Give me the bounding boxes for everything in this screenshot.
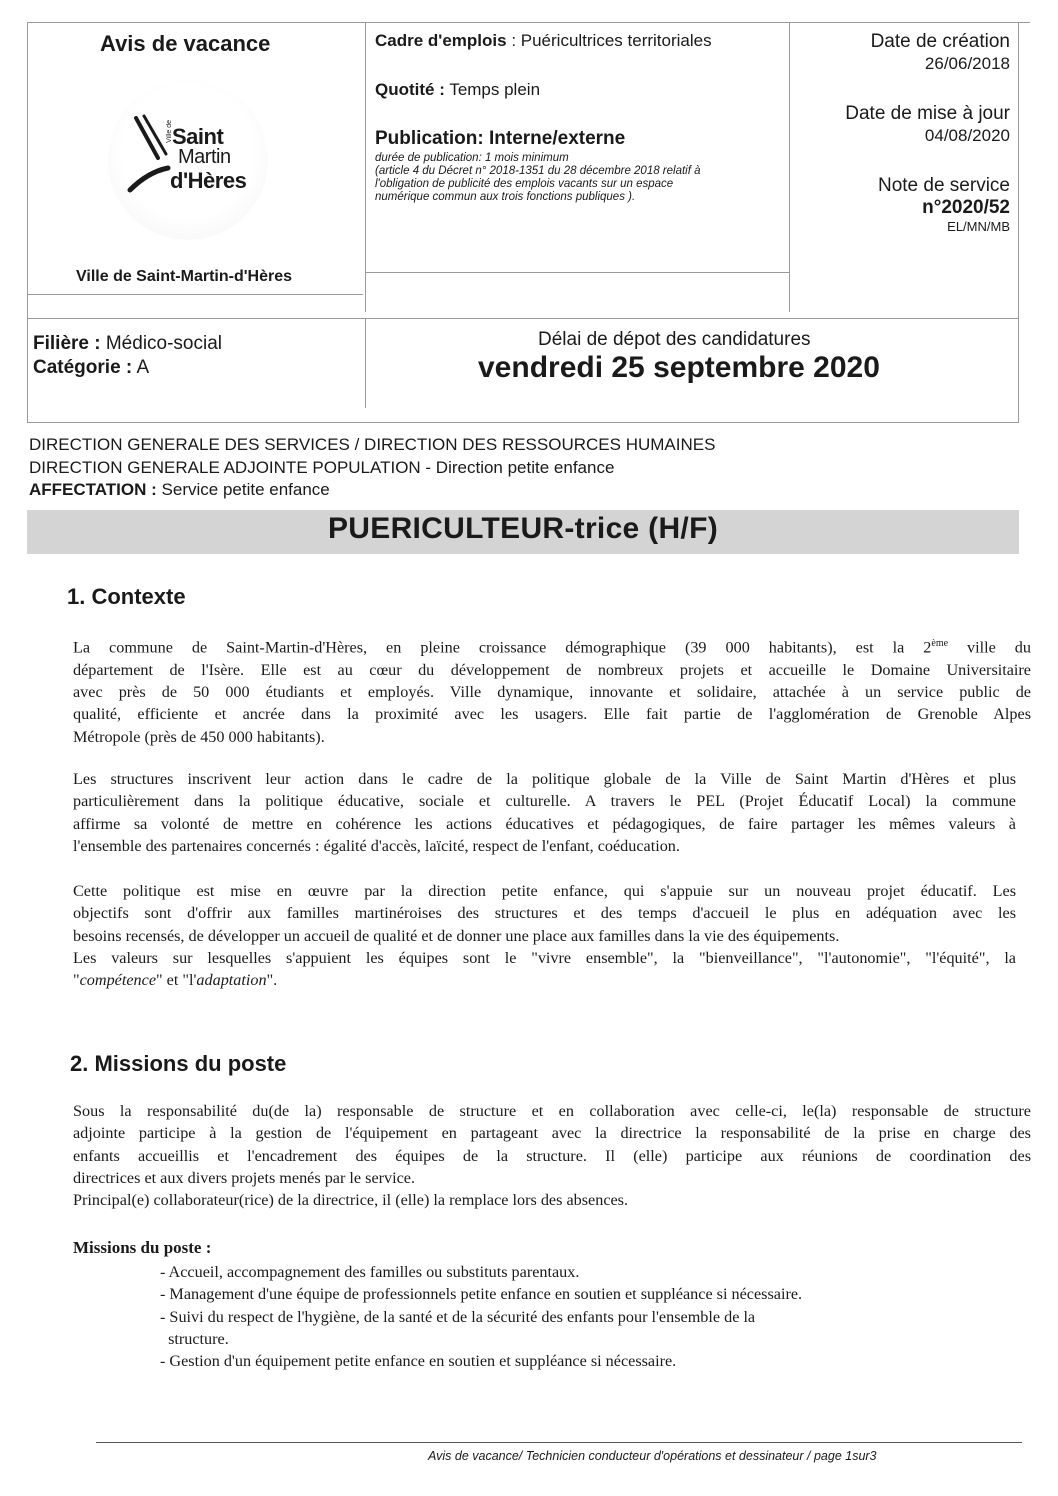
paragraph-line: directrices et aux divers projets menés par le service. <box>73 1168 416 1187</box>
emphasis-text: compétence <box>79 971 157 990</box>
paragraph-line: enfants accueillis et l'encadrement des équipes de la structure. Il (elle) participe aux réunions de coordination des <box>73 1146 1031 1165</box>
paragraph-line: département de l'Isère. Elle est au cœur du développement de nombreux projets et accueille le Domaine Universitaire <box>73 660 1031 679</box>
paragraph-line: Principal(e) collaborateur(rice) de la directrice, il (elle) la remplace lors des absences. <box>73 1191 629 1210</box>
publication-note-line: numérique commun aux trois fonctions publiques ). <box>375 191 636 203</box>
note-label: Note de service <box>877 175 1010 196</box>
filiere-value: Médico-social <box>105 333 223 354</box>
cadre-value: : Puéricultrices territoriales <box>511 31 712 50</box>
paragraph-line: particulièrement dans la politique éducative, sociale et culturelle. A travers le PEL (Projet Éducatif Local) la commune <box>73 792 1016 811</box>
categorie-value: A <box>136 357 150 378</box>
note-ref: EL/MN/MB <box>947 219 1010 234</box>
filiere-label: Filière : <box>33 333 101 354</box>
contexte-heading: 1. Contexte <box>67 584 186 609</box>
logo-saint: Saint <box>172 124 224 149</box>
missions-list <box>160 1261 980 1372</box>
paragraph-text: " <box>73 971 80 990</box>
paragraph-line: objectifs sont d'offrir aux familles martinéroises des structures et des temps d'accueil le plus en adéquation avec les <box>73 904 1016 923</box>
paragraph-line: Les structures inscrivent leur action dans le cadre de la politique globale de la Ville de Saint Martin d'Hères et plus <box>73 770 1016 788</box>
paragraph-line: Métropole (près de 450 000 habitants). <box>73 727 325 746</box>
filiere <box>33 332 222 380</box>
missions-heading: 2. Missions du poste <box>70 1051 287 1076</box>
header-bottom-border <box>27 422 1019 423</box>
paragraph-line <box>73 969 1016 991</box>
filiere-line <box>33 332 222 356</box>
paragraph-text: La commune de Saint-Martin-d'Hères, en pleine croissance démographique (39 000 habitants), est la 2 <box>73 638 932 657</box>
paragraph-line <box>73 633 1031 659</box>
publication-note-line: durée de publication: 1 mois minimum <box>375 152 569 164</box>
logo-box-bottom <box>27 294 363 295</box>
list-item: structure. <box>160 1329 229 1348</box>
quotite-value: Temps plein <box>449 80 541 99</box>
quotite-label: Quotité : <box>375 80 445 99</box>
list-item: - Accueil, accompagnement des familles ou substituts parentaux. <box>160 1263 580 1281</box>
affectation-label: AFFECTATION : <box>29 480 157 499</box>
paragraph-text: " et "l' <box>156 971 197 990</box>
header-row-divider <box>27 318 1019 319</box>
header-left-border <box>27 22 28 422</box>
note-value: n°2020/52 <box>922 197 1010 218</box>
publication-note-line: (article 4 du Décret n° 2018-1351 du 28 décembre 2018 relatif à <box>375 165 701 177</box>
footer-text: Avis de vacance/ Technicien conducteur d'opérations et dessinateur / page 1sur3 <box>428 1449 877 1463</box>
delai-date: vendredi 25 septembre 2020 <box>478 351 880 384</box>
header-col-divider-2 <box>789 22 790 312</box>
ville-name: Ville de Saint-Martin-d'Hères <box>76 268 293 285</box>
categorie-label: Catégorie : <box>33 357 133 378</box>
missions-paragraph <box>73 1100 1031 1211</box>
logo-small-text: Ville de <box>166 120 173 143</box>
paragraph-line: qualité, efficiente et ancrée dans la proximité avec les usagers. Elle fait partie de l'agglomération de Grenoble Alpes <box>73 705 1031 724</box>
date-creation-label: Date de création <box>870 31 1010 52</box>
paragraph-line: Sous la responsabilité du(de la) responsable de structure et en collaboration avec celle-ci, le(la) responsable de structure <box>73 1102 1031 1120</box>
delai-label: Délai de dépot des candidatures <box>538 329 811 350</box>
date-creation-value: 26/06/2018 <box>924 54 1010 73</box>
affectation-line <box>29 479 715 502</box>
paragraph-line: avec près de 50 000 étudiants et employés. Ville dynamique, innovante et solidaire, attachée à un service public de <box>73 682 1031 701</box>
paragraph-text: ville du <box>948 638 1031 657</box>
avis-title: Avis de vacance <box>100 31 271 56</box>
contexte-paragraph-2 <box>73 768 1016 857</box>
categorie-line <box>33 356 222 380</box>
contexte-paragraph-1 <box>73 633 1031 748</box>
header-top-border <box>27 22 1030 23</box>
header-right-border <box>1018 22 1019 422</box>
publication-note <box>375 152 785 204</box>
paragraph-line: Cette politique est mise en œuvre par la direction petite enfance, qui s'appuie sur un nouveau projet éducatif. Les <box>73 882 1016 900</box>
paragraph-line: Les valeurs sur lesquelles s'appuient les équipes sont le "vivre ensemble", la "bienveillance", "l'autonomie", "l'équité", la <box>73 948 1016 967</box>
paragraph-line: affirme sa volonté de mettre en cohérence les actions éducatives et pédagogiques, de faire partager les mêmes valeurs à <box>73 814 1016 833</box>
publication-label: Publication: Interne/externe <box>375 128 626 149</box>
job-title: PUERICULTEUR-trice (H/F) <box>328 512 718 545</box>
list-item: - Gestion d'un équipement petite enfance en soutien et suppléance si nécessaire. <box>160 1352 677 1371</box>
quotite <box>375 80 540 100</box>
list-item: - Management d'une équipe de professionnels petite enfance en soutien et suppléance si nécessaire. <box>160 1285 803 1304</box>
contexte-paragraph-3 <box>73 880 1016 991</box>
header-col-divider-1 <box>365 22 366 312</box>
pub-box-bottom <box>365 272 789 273</box>
emphasis-text: adaptation <box>196 971 267 990</box>
city-logo <box>108 80 268 240</box>
paragraph-line: besoins recensés, de développer un accueil de qualité et de donner une place aux familles dans la vie des équipements. <box>73 926 840 945</box>
paragraph-line: l'ensemble des partenaires concernés : égalité d'accès, laïcité, respect de l'enfant, coéducation. <box>73 836 680 855</box>
paragraph-line: adjointe participe à la gestion de l'équipement en partageant avec la directrice la responsabilité de la prise en charge des <box>73 1124 1031 1143</box>
footer-rule <box>96 1442 1022 1443</box>
list-item: - Suivi du respect de l'hygiène, de la santé et de la sécurité des enfants pour l'ensemble de la <box>160 1307 756 1326</box>
direction-block <box>29 434 715 502</box>
filiere-divider <box>365 318 366 408</box>
affectation-value: Service petite enfance <box>161 480 330 499</box>
publication-note-line: l'obligation de publicité des emplois vacants sur un espace <box>375 178 674 190</box>
date-maj-value: 04/08/2020 <box>924 126 1010 145</box>
logo-martin: Martin <box>178 146 231 168</box>
date-maj-label: Date de mise à jour <box>845 103 1010 124</box>
superscript: ème <box>931 638 949 649</box>
cadre-label: Cadre d'emplois <box>375 31 507 50</box>
paragraph-text: ". <box>266 971 278 990</box>
direction-line-2: DIRECTION GENERALE ADJOINTE POPULATION - Direction petite enfance <box>29 457 615 477</box>
direction-line-1: DIRECTION GENERALE DES SERVICES / DIRECTION DES RESSOURCES HUMAINES <box>29 435 716 454</box>
dates-block <box>845 31 1010 235</box>
logo-heres: d'Hères <box>170 168 247 193</box>
cadre-emplois <box>375 31 712 51</box>
missions-subheading: Missions du poste : <box>73 1238 212 1257</box>
